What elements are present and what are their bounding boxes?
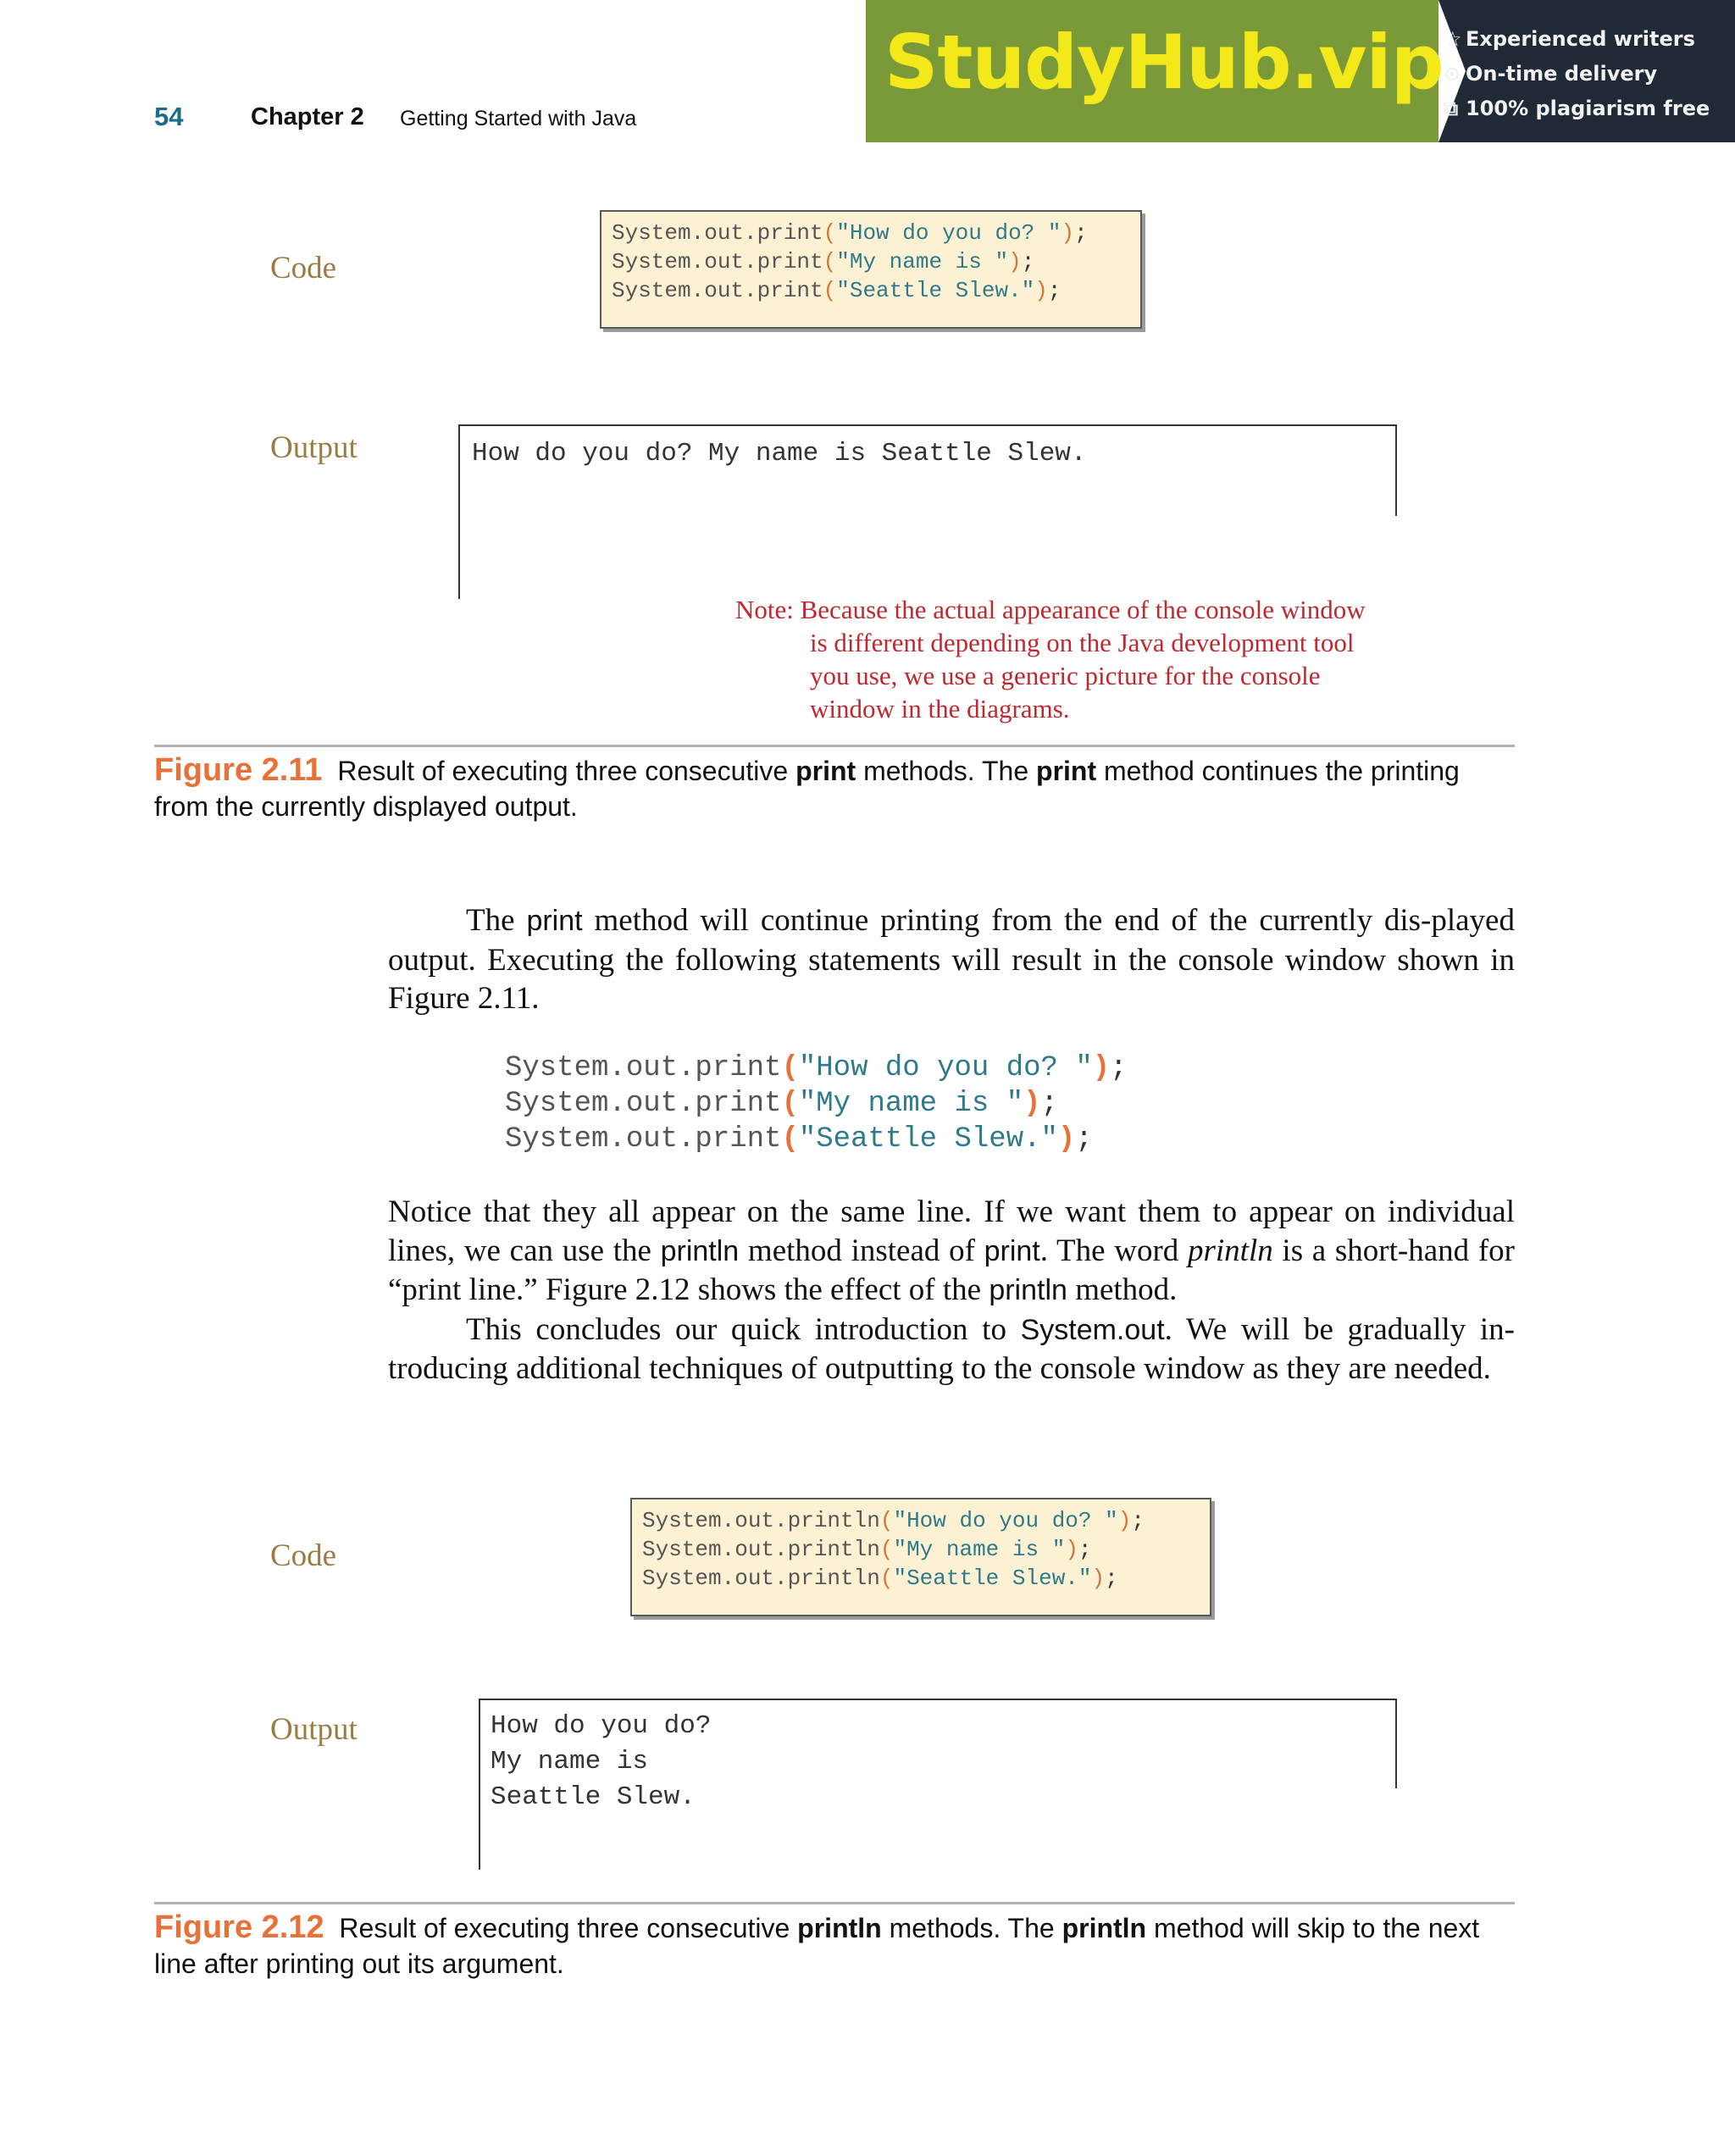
code-box-println	[630, 1498, 1211, 1616]
console-right-edge	[1395, 426, 1397, 516]
banner-item-writers: ☆ Experienced writers	[1444, 22, 1710, 57]
banner-feature-list	[1444, 22, 1710, 126]
page-number: 54	[154, 102, 184, 131]
code-label: Code	[270, 251, 337, 285]
console-window	[479, 1699, 1397, 1870]
code-line: System.out.println("Seattle Slew.");	[642, 1566, 1118, 1591]
code-line: System.out.println("My name is ");	[642, 1537, 1092, 1562]
console-line: Seattle Slew.	[491, 1782, 696, 1812]
console-output	[491, 1709, 711, 1815]
copy-icon: ⧉	[1444, 97, 1459, 120]
clock-icon: ⊙	[1444, 62, 1461, 86]
console-line: How do you do?	[491, 1711, 712, 1741]
note-line: window in the diagrams.	[810, 694, 1070, 723]
banner-item-delivery: ⊙ On-time delivery	[1444, 57, 1710, 91]
code-line: System.out.print("My name is ");	[612, 249, 1035, 274]
chapter-title: Getting Started with Java	[400, 107, 637, 130]
banner-logo[interactable]: StudyHub.vip	[884, 19, 1444, 106]
code-line: System.out.print("My name is ");	[505, 1088, 1058, 1120]
output-label: Output	[270, 1712, 358, 1747]
figure-divider	[154, 745, 1515, 747]
banner-item-plagiarism: ⧉ 100% plagiarism free	[1444, 91, 1710, 126]
note-line: is different depending on the Java development tool	[810, 628, 1355, 657]
studyhub-banner[interactable]	[866, 0, 1735, 142]
code-label: Code	[270, 1538, 337, 1573]
console-window	[458, 424, 1397, 599]
code-listing	[505, 1050, 1128, 1157]
note-first-line: Note: Because the actual appearance of the console window	[735, 595, 1366, 624]
figure-caption: Figure 2.12 Result of executing three consecutive println methods. The println method will skip to the next line after printing out its argument.	[154, 1909, 1480, 1979]
code-line: System.out.print("How do you do? ");	[505, 1052, 1128, 1084]
console-output: How do you do? My name is Seattle Slew.	[472, 439, 1087, 468]
figure-divider	[154, 1902, 1515, 1904]
note-line: you use, we use a generic picture for the console	[810, 661, 1321, 690]
figure-number: Figure 2.12	[154, 1909, 324, 1945]
figure-caption: Figure 2.11 Result of executing three consecutive print methods. The print method continues the printing from the currently displayed output.	[154, 752, 1460, 822]
star-icon: ☆	[1444, 27, 1462, 51]
body-paragraph-2: Notice that they all appear on the same line. If we want them to appear on individual lines, we can use the println method instead of print. The word println is a short-hand for “print line.” Figure 2.12 shows the effect of the println method. This concludes our quick introduction to System.out. We will be gradually in-troducing additional techniques of outputting to the console window as they are needed.	[388, 1194, 1515, 1386]
output-label: Output	[270, 430, 358, 465]
code-line: System.out.print("Seattle Slew.");	[505, 1123, 1093, 1156]
code-box-print	[600, 210, 1142, 329]
body-paragraph-1: The print method will continue printing from the end of the currently dis-played output. Executing the following statements will result in the console window shown in Figure 2.11.	[388, 903, 1515, 1016]
console-line: My name is	[491, 1747, 649, 1776]
code-line: System.out.println("How do you do? ");	[642, 1508, 1145, 1533]
console-note	[735, 593, 1413, 725]
code-line: System.out.print("How do you do? ");	[612, 220, 1088, 246]
chapter-label: Chapter 2	[251, 103, 364, 130]
code-line: System.out.print("Seattle Slew.");	[612, 278, 1062, 303]
figure-number: Figure 2.11	[154, 752, 323, 788]
console-right-edge	[1395, 1700, 1397, 1788]
